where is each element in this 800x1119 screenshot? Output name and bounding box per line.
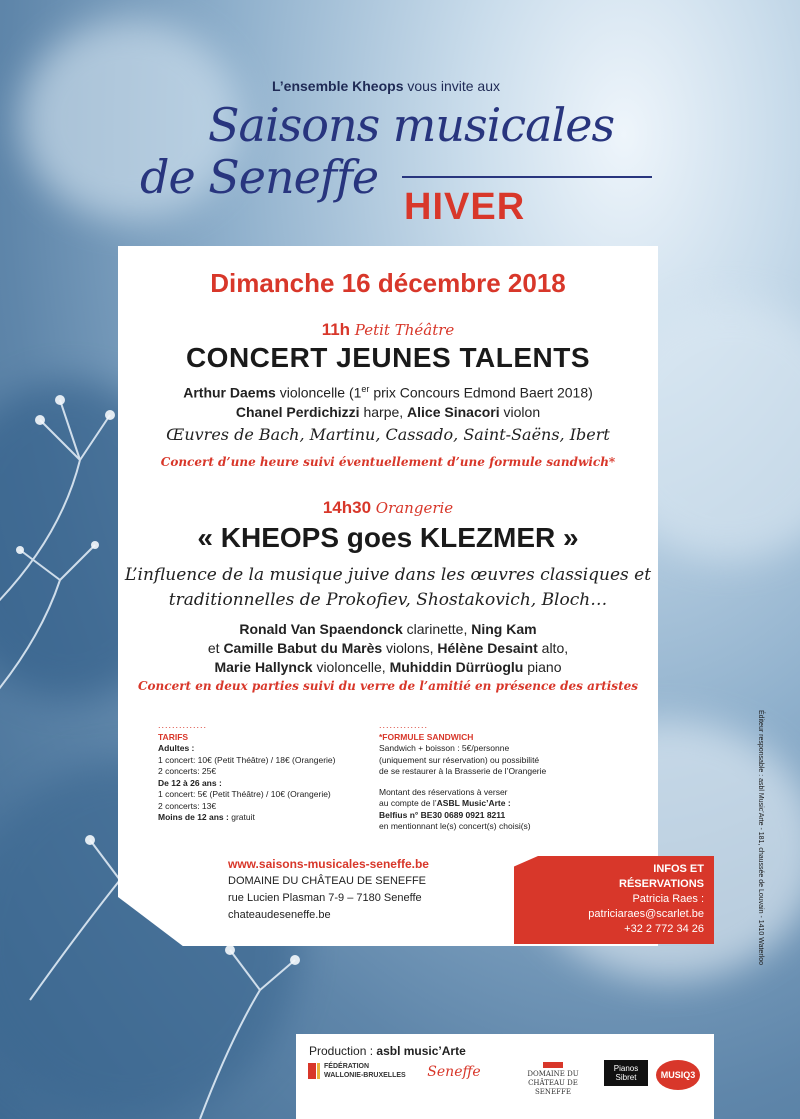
venue-block — [228, 856, 429, 924]
formule-section — [379, 720, 589, 833]
musiq3-text: MUSIQ3 — [656, 1060, 700, 1090]
performer-name: Ronald Van Spaendonck — [239, 621, 403, 637]
infos-phone[interactable]: +32 2 772 34 26 — [624, 923, 704, 935]
title-line-2: de Seneffe — [140, 150, 379, 204]
tarif-label: Adultes : — [158, 743, 195, 753]
tarif-label: Moins de 12 ans : — [158, 812, 229, 822]
title-rule — [402, 176, 652, 178]
publisher-notice — [752, 710, 766, 1080]
federation-icon — [306, 1060, 320, 1082]
description-line: traditionnelles de Prokofiev, Shostakovich, Bloch… — [168, 590, 608, 610]
federation-logo — [306, 1060, 406, 1082]
title-line-1: Saisons musicales — [208, 98, 615, 152]
production-credit — [309, 1044, 466, 1058]
infos-text — [588, 862, 704, 937]
venue-name: DOMAINE DU CHÂTEAU DE SENEFFE — [228, 875, 427, 887]
infos-heading: RÉSERVATIONS — [619, 878, 704, 890]
infos-heading: INFOS ET — [653, 863, 704, 875]
performer-role: violoncelle (1 — [279, 384, 362, 401]
tarifs-section — [158, 720, 363, 824]
formule-line: Montant des réservations à verser — [379, 786, 508, 797]
formule-line: au compte de l’ — [379, 798, 437, 808]
concert1-place: Petit Théâtre — [354, 321, 455, 339]
formule-line: en mentionnant le(s) concert(s) choisi(s) — [379, 821, 531, 831]
publisher-text: Éditeur responsable : asbl Music’Arte - 181, chaussée de Louvain - 1410 Waterloo — [757, 710, 764, 965]
performer-name: Marie Hallynck — [214, 659, 313, 675]
venue-site-link[interactable]: chateaudeseneffe.be — [228, 909, 331, 921]
performer-name: Muhiddin Dürrüoglu — [389, 659, 524, 675]
performer-name: Ning Kam — [471, 621, 537, 637]
seneffe-logo — [422, 1060, 486, 1080]
invite-line — [272, 78, 500, 94]
concert2-time-place — [118, 498, 658, 518]
tarifs-heading: TARIFS — [158, 731, 189, 742]
spacer — [379, 778, 589, 787]
performer-name: Hélène Desaint — [437, 640, 538, 656]
formule-org: ASBL Music’Arte : — [436, 798, 511, 808]
event-date: Dimanche 16 décembre 2018 — [210, 268, 566, 298]
concert1-title: CONCERT JEUNES TALENTS — [185, 342, 591, 373]
performer-role: harpe, — [363, 403, 404, 420]
performer-role: violons, — [386, 640, 434, 656]
description-line: L’influence de la musique juive dans les œuvres classiques et — [124, 565, 652, 585]
concert2-place: Orangerie — [375, 499, 454, 517]
domaine-text: DOMAINE DU CHÂTEAU DE SENEFFE — [527, 1070, 579, 1096]
header — [0, 0, 800, 245]
production-org: asbl music’Arte — [376, 1044, 466, 1058]
superscript: er — [361, 384, 370, 394]
conjunction: et — [207, 640, 220, 656]
season-label: HIVER — [404, 186, 526, 228]
tarif-value: gratuit — [231, 812, 255, 822]
pianos-logo — [604, 1060, 648, 1086]
concert1-note: Concert d’une heure suivi éventuellement d’une formule sandwich* — [160, 455, 616, 469]
performer-role: violoncelle, — [316, 659, 386, 675]
invite-text: vous invite aux — [407, 78, 500, 94]
formule-heading: *FORMULE SANDWICH — [379, 731, 474, 742]
website-link[interactable]: www.saisons-musicales-seneffe.be — [228, 857, 429, 871]
dotted-divider: .............. — [379, 720, 429, 730]
federation-text: FÉDÉRATION WALLONIE-BRUXELLES — [324, 1063, 406, 1079]
tarif-line: 1 concert: 5€ (Petit Théâtre) / 10€ (Orangerie) — [158, 789, 331, 799]
infos-contact: Patricia Raes : — [632, 893, 704, 905]
formule-line: Sandwich + boisson : 5€/personne — [379, 743, 510, 753]
performer-name: Camille Babut du Marès — [223, 640, 383, 656]
concert2-performers — [118, 620, 658, 677]
performer-name: Alice Sinacori — [407, 403, 500, 420]
bank-account: Belfius n° BE30 0689 0921 8211 — [379, 809, 506, 820]
domaine-logo — [510, 1060, 596, 1097]
performer-role: prix Concours Edmond Baert 2018) — [373, 384, 593, 401]
concert2-description — [118, 563, 658, 613]
performer-name: Chanel Perdichizzi — [235, 403, 360, 420]
formule-line: (uniquement sur réservation) ou possibilité — [379, 754, 540, 765]
concert1-works: Œuvres de Bach, Martinu, Cassado, Saint-Saëns, Ibert — [166, 425, 610, 444]
concert2-time: 14h30 — [322, 498, 372, 517]
venue-address: rue Lucien Plasman 7-9 – 7180 Seneffe — [228, 892, 422, 904]
pianos-text: Pianos Sibret — [604, 1060, 648, 1086]
concert1-time-place — [118, 320, 658, 340]
seneffe-text: Seneffe — [427, 1064, 481, 1080]
production-label: Production : — [309, 1044, 374, 1058]
formule-line: de se restaurer à la Brasserie de l’Orangerie — [379, 766, 547, 776]
concert2-note: Concert en deux parties suivi du verre de l’amitié en présence des artistes — [138, 679, 638, 693]
performer-role: violon — [503, 403, 541, 420]
tarif-line: 1 concert: 10€ (Petit Théâtre) / 18€ (Orangerie) — [158, 754, 336, 765]
performer-role: piano — [527, 659, 562, 675]
performer-name: Arthur Daems — [183, 384, 276, 401]
castle-icon — [543, 1060, 563, 1068]
concert2-title: « KHEOPS goes KLEZMER » — [197, 522, 579, 553]
musiq3-logo — [656, 1060, 704, 1090]
tarif-line: 2 concerts: 25€ — [158, 766, 217, 776]
dotted-divider: .............. — [158, 720, 208, 730]
performer-role: clarinette, — [406, 621, 468, 637]
concert1-time: 11h — [321, 320, 351, 339]
tarif-line: 2 concerts: 13€ — [158, 800, 217, 811]
invite-org: L’ensemble Kheops — [272, 78, 404, 94]
infos-email[interactable]: patriciaraes@scarlet.be — [588, 908, 704, 920]
tarif-label: De 12 à 26 ans : — [158, 777, 222, 788]
concert1-performers — [118, 380, 658, 422]
performer-role: alto, — [541, 640, 569, 656]
